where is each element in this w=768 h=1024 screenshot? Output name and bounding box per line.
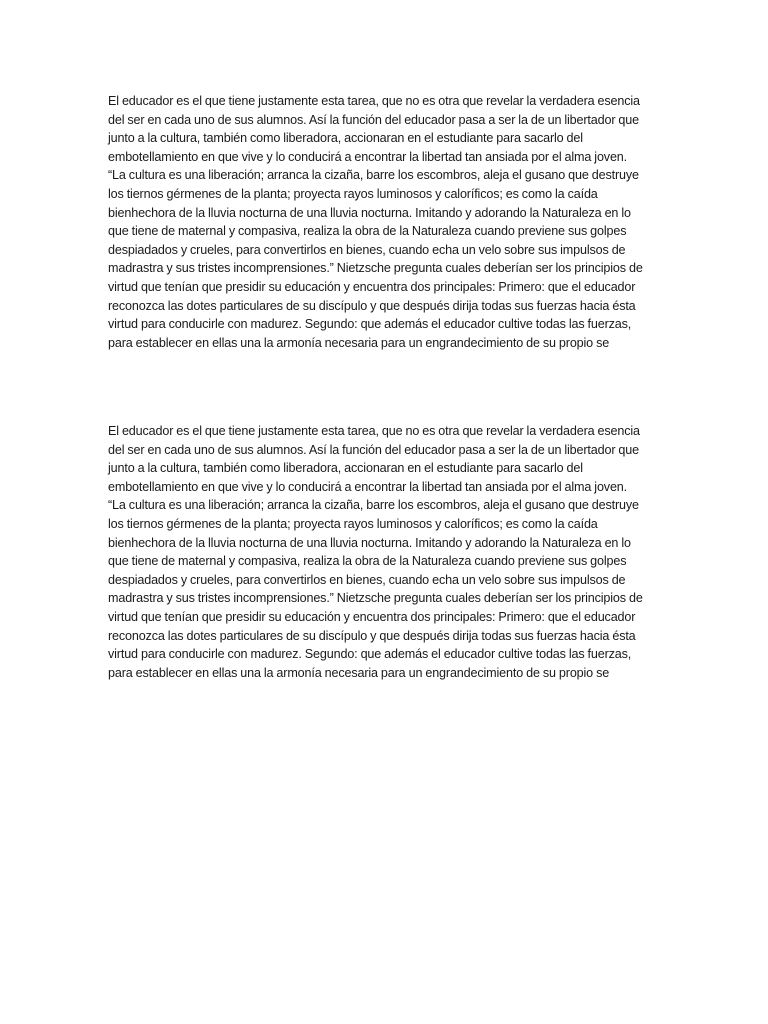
text-line: El educador es el que tiene justamente esta tarea, que no es otra que revelar la verdadera esencia: [108, 424, 640, 438]
text-line: reconozca las dotes particulares de su discípulo y que después dirija todas sus fuerzas hacia ésta: [108, 628, 636, 643]
text-line: El educador es el que tiene justamente esta tarea, que no es otra que revelar la verdadera esencia: [108, 94, 640, 108]
text-line: junto a la cultura, también como liberadora, accionaran en el estudiante para sacarlo del: [108, 131, 583, 146]
text-line: reconozca las dotes particulares de su discípulo y que después dirija todas sus fuerzas hacia ésta: [108, 298, 636, 313]
text-line: virtud que tenían que presidir su educación y encuentra dos principales: Primero: que el educador: [108, 279, 636, 294]
text-line: junto a la cultura, también como liberadora, accionaran en el estudiante para sacarlo del: [108, 461, 583, 476]
text-line: madrastra y sus tristes incomprensiones.” Nietzsche pregunta cuales deberían ser los principios de: [108, 261, 643, 276]
text-line: para establecer en ellas una la armonía necesaria para un engrandecimiento de su propio se: [108, 335, 610, 350]
text-line: embotellamiento en que vive y lo conducirá a encontrar la libertad tan ansiada por el alma joven.: [108, 479, 628, 494]
text-line: despiadados y crueles, para convertirlos en bienes, cuando echa un velo sobre sus impulsos de: [108, 572, 626, 587]
text-line: del ser en cada uno de sus alumnos. Así la función del educador pasa a ser la de un libertador que: [108, 442, 639, 457]
text-line: los tiernos gérmenes de la planta; proyecta rayos luminosos y caloríficos; es como la caída: [108, 516, 598, 531]
paragraph-1: [108, 92, 668, 352]
text-line: que tiene de maternal y compasiva, realiza la obra de la Naturaleza cuando previene sus golpes: [108, 224, 627, 239]
text-line: “La cultura es una liberación; arranca la cizaña, barre los escombros, aleja el gusano que destruye: [108, 168, 639, 183]
paragraph-2: [108, 422, 668, 682]
text-line: despiadados y crueles, para convertirlos en bienes, cuando echa un velo sobre sus impulsos de: [108, 242, 626, 257]
text-line: los tiernos gérmenes de la planta; proyecta rayos luminosos y caloríficos; es como la caída: [108, 186, 598, 201]
text-line: que tiene de maternal y compasiva, realiza la obra de la Naturaleza cuando previene sus golpes: [108, 554, 627, 569]
text-line: virtud que tenían que presidir su educación y encuentra dos principales: Primero: que el educador: [108, 609, 636, 624]
text-line: virtud para conducirle con madurez. Segundo: que además el educador cultive todas las fuerzas,: [108, 317, 632, 332]
text-line: madrastra y sus tristes incomprensiones.” Nietzsche pregunta cuales deberían ser los principios de: [108, 591, 643, 606]
text-line: bienhechora de la lluvia nocturna de una lluvia nocturna. Imitando y adorando la Naturaleza en lo: [108, 205, 631, 220]
text-line: para establecer en ellas una la armonía necesaria para un engrandecimiento de su propio se: [108, 665, 610, 680]
text-line: bienhechora de la lluvia nocturna de una lluvia nocturna. Imitando y adorando la Naturaleza en lo: [108, 535, 631, 550]
text-line: embotellamiento en que vive y lo conducirá a encontrar la libertad tan ansiada por el alma joven.: [108, 149, 628, 164]
text-line: “La cultura es una liberación; arranca la cizaña, barre los escombros, aleja el gusano que destruye: [108, 498, 639, 513]
text-line: del ser en cada uno de sus alumnos. Así la función del educador pasa a ser la de un libertador que: [108, 112, 639, 127]
text-line: virtud para conducirle con madurez. Segundo: que además el educador cultive todas las fuerzas,: [108, 647, 632, 662]
